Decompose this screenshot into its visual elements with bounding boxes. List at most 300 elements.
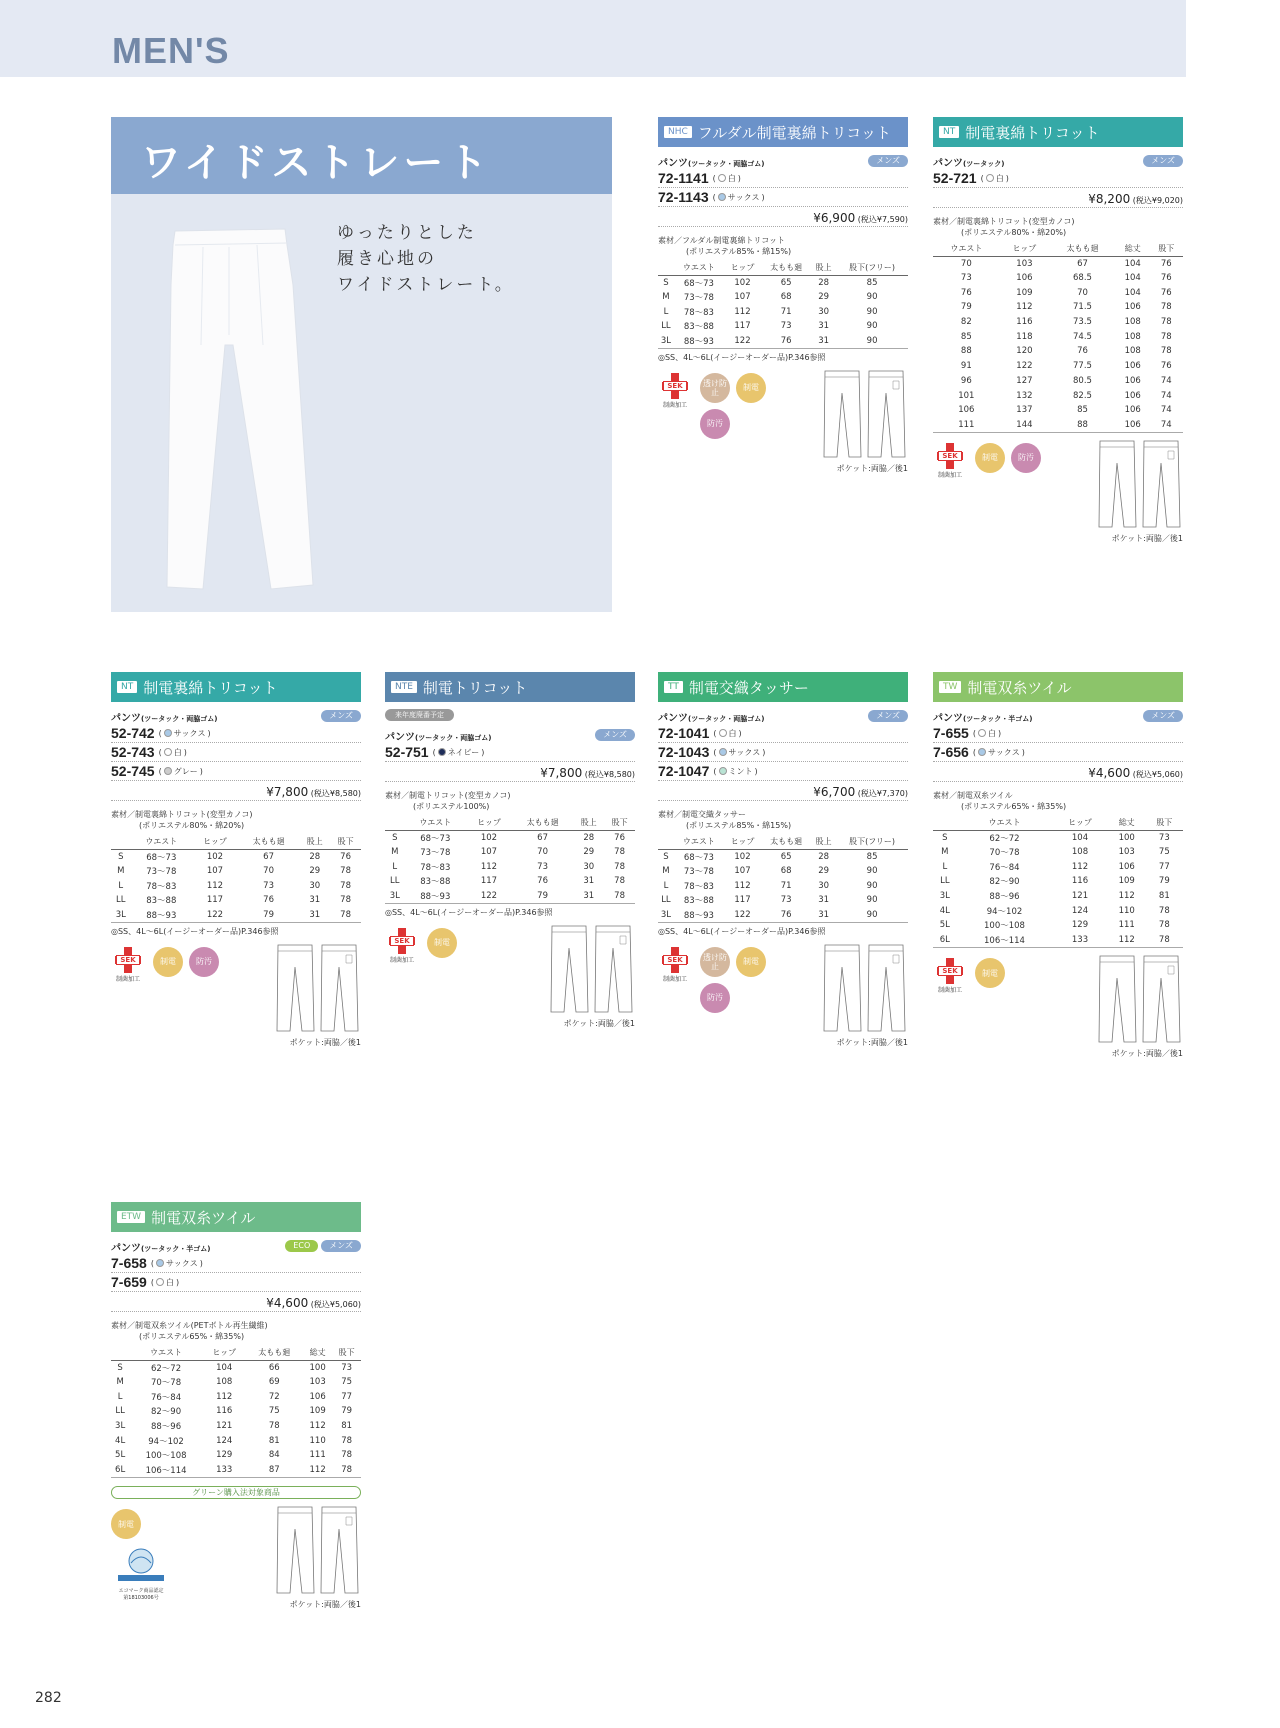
product-row (933, 708, 1183, 724)
color-label: ( 白 ) (972, 728, 1002, 738)
table-cell: 73 (537, 861, 548, 872)
card-header (658, 117, 908, 147)
table-cell: LL (390, 876, 400, 887)
card-header (933, 117, 1183, 147)
pants-drawing (1097, 439, 1183, 533)
table-cell: 121 (216, 1421, 233, 1432)
table-cell: 75 (1158, 847, 1170, 858)
table-cell: 79 (512, 889, 574, 904)
color-label: ( サックス ) (713, 747, 766, 757)
table-cell: 78 (604, 889, 635, 904)
price-value: ¥4,600 (1088, 766, 1131, 780)
table-cell: 83〜88 (146, 896, 177, 907)
table-cell: 73 (1158, 832, 1170, 843)
table-cell: 91 (960, 361, 972, 372)
antistatic-icon: 制電 (111, 1509, 141, 1539)
pants-line-drawing (822, 943, 908, 1033)
product-code-row (658, 762, 908, 781)
table-cell: 117 (480, 876, 498, 887)
table-cell: 133 (203, 1463, 246, 1478)
pants-drawing (275, 943, 361, 1037)
product-name: パンツ(ツータック・両脇ゴム) (111, 712, 218, 724)
tag-group (868, 155, 908, 167)
pants-line-drawing (1097, 954, 1183, 1044)
table-cell: L (663, 306, 669, 317)
table-row (933, 285, 1183, 300)
table-row (933, 256, 1183, 271)
table-cell: 71 (780, 880, 792, 891)
table-cell: 137 (1016, 405, 1033, 416)
size-header: ウエスト (933, 242, 1000, 256)
size-header: 股上 (299, 835, 330, 849)
color-label: ( 白 ) (980, 173, 1009, 183)
table-cell: 106 (1124, 390, 1141, 401)
series-code: NTE (391, 681, 417, 693)
product-card (933, 117, 1183, 549)
color-swatch (986, 174, 994, 182)
table-cell: 103 (1016, 258, 1033, 269)
size-header (658, 835, 674, 849)
product-name: パンツ(ツータック・両脇ゴム) (385, 731, 492, 743)
table-cell: 74 (1160, 405, 1172, 416)
product-card (111, 1202, 361, 1615)
product-name: パンツ(ツータック・両脇ゴム) (658, 712, 765, 724)
table-cell: 79 (238, 908, 300, 923)
price-tax: (税込¥7,370) (855, 789, 908, 798)
size-table (933, 816, 1183, 948)
table-cell: LL (661, 895, 671, 906)
table-cell: 108 (216, 1377, 233, 1388)
table-cell: 102 (480, 832, 498, 843)
size-header: ヒップ (1000, 242, 1050, 256)
table-cell: 77 (341, 1391, 353, 1402)
sek-icon: SEK 制菌加工 (933, 443, 967, 479)
size-header: ヒップ (466, 816, 512, 830)
hero-copy-line: 履き心地の (337, 249, 437, 269)
table-row (658, 849, 908, 864)
table-cell: L (118, 880, 124, 891)
sek-icon: SEK 制菌加工 (658, 947, 692, 983)
ecomark-caption: エコマーク商品認定 (118, 1588, 164, 1594)
table-cell: 90 (866, 895, 878, 906)
size-header: ウエスト (129, 1346, 203, 1360)
product-code-row (111, 762, 361, 781)
table-cell: 77 (1158, 861, 1170, 872)
table-cell: 122 (466, 889, 512, 904)
product-subtitle: (ツータック・両脇ゴム) (141, 714, 218, 723)
table-cell: 67 (537, 832, 548, 843)
table-cell: 65 (780, 277, 792, 288)
table-cell: 73 (780, 321, 792, 332)
table-cell: 88〜96 (989, 892, 1020, 903)
table-cell: 3L (939, 891, 950, 902)
table-cell: 78 (1158, 905, 1170, 916)
table-cell: 68〜73 (420, 833, 451, 844)
table-cell: 78 (614, 861, 625, 872)
table-cell: 106 (309, 1391, 326, 1402)
price-value: ¥7,800 (540, 766, 583, 780)
product-card (111, 672, 361, 1053)
tag-group (1143, 155, 1183, 167)
table-cell: 90 (866, 292, 878, 303)
table-cell: 6L (933, 933, 957, 948)
pants-line-drawing (1097, 439, 1183, 529)
table-cell: 76 (340, 851, 351, 862)
size-header: 股下 (604, 816, 635, 830)
sek-icon: SEK 制菌加工 (933, 958, 967, 994)
table-cell: 78〜83 (146, 881, 177, 892)
table-cell: 88〜93 (674, 908, 724, 923)
product-code-row (385, 743, 635, 762)
price (658, 785, 908, 801)
table-cell: 85 (960, 331, 972, 342)
table-cell: 76 (1160, 273, 1172, 284)
table-cell: 4L (939, 905, 950, 916)
material-composition: (ポリエステル85%・綿15%) (686, 247, 792, 256)
table-cell: L (117, 1391, 123, 1402)
table-cell: M (941, 847, 949, 858)
sek-icon: SEK 制菌加工 (385, 928, 419, 964)
mens-tag: メンズ (1143, 710, 1183, 722)
mens-tag: メンズ (868, 155, 908, 167)
color-swatch (978, 729, 986, 737)
color-name: サックス (987, 747, 1020, 757)
table-cell: 76 (1160, 258, 1172, 269)
table-cell: 68〜73 (683, 278, 714, 289)
table-cell: 70 (537, 847, 548, 858)
mens-tag: メンズ (595, 729, 635, 741)
size-header: ヒップ (1052, 816, 1107, 830)
product-number: 52-745 (111, 763, 155, 779)
mens-tag: メンズ (868, 710, 908, 722)
table-cell: 30 (309, 880, 321, 891)
table-cell: 94〜102 (148, 1436, 184, 1447)
table-cell: 31 (299, 908, 330, 923)
table-cell: L (942, 861, 948, 872)
size-header (933, 816, 957, 830)
color-label: ( グレー ) (158, 766, 203, 776)
table-cell: 102 (206, 851, 224, 862)
table-cell: 104 (1124, 258, 1141, 269)
table-cell: 62〜72 (989, 833, 1020, 844)
size-table (385, 816, 635, 904)
table-cell: 102 (734, 277, 751, 288)
size-table (658, 835, 908, 923)
series-code: NHC (664, 126, 692, 138)
sek-caption: 制菌加工 (662, 975, 687, 983)
table-cell: 74 (1160, 375, 1172, 386)
size-header: 太もも廻 (238, 835, 300, 849)
product-card (933, 672, 1183, 1064)
table-cell: 78 (1160, 331, 1172, 342)
pants-drawing (822, 369, 908, 463)
color-swatch (978, 748, 986, 756)
table-cell: 78〜83 (683, 307, 714, 318)
table-cell: 103 (1118, 847, 1135, 858)
product-number: 52-743 (111, 744, 155, 760)
table-cell: 78 (1160, 302, 1172, 313)
antistatic-icon: 制電 (975, 958, 1005, 988)
hero-title: ワイドストレート (111, 117, 612, 194)
table-cell: 118 (1016, 331, 1033, 342)
size-header: 股上 (811, 835, 836, 849)
card-header (385, 672, 635, 702)
size-header: 太もも廻 (246, 1346, 304, 1360)
pocket-info: ポケット:両脇／後1 (836, 463, 908, 473)
table-cell: 83〜88 (420, 877, 451, 888)
table-cell: 122 (724, 334, 761, 349)
product-subtitle: (ツータック・両脇ゴム) (688, 714, 765, 723)
product-number: 52-742 (111, 725, 155, 741)
table-cell: S (942, 832, 948, 843)
size-header: ヒップ (724, 261, 761, 275)
color-swatch (164, 767, 172, 775)
product-name: パンツ(ツータック・半ゴム) (933, 712, 1033, 724)
antistatic-icon: 制電 (975, 443, 1005, 473)
table-cell: 28 (818, 851, 830, 862)
color-name: ネイビー (447, 747, 480, 757)
table-cell: 82〜90 (150, 1407, 182, 1418)
table-cell: 88〜93 (405, 889, 467, 904)
table-cell: 88 (960, 346, 972, 357)
table-cell: 78 (340, 880, 351, 891)
table-cell: 66 (268, 1362, 280, 1373)
size-note: ◎SS、4L〜6L(イージーオーダー品)P.346参照 (658, 352, 826, 362)
table-cell: LL (115, 1406, 125, 1417)
table-cell: 107 (206, 866, 224, 877)
hero-copy (337, 220, 515, 298)
table-row (111, 849, 361, 864)
table-cell: 96 (960, 375, 972, 386)
table-cell: 100〜108 (145, 1451, 187, 1462)
series-code: NT (939, 126, 959, 138)
table-row (658, 304, 908, 319)
product-number: 52-751 (385, 744, 429, 760)
size-header: 股下 (330, 835, 361, 849)
product-number: 72-1043 (658, 744, 710, 760)
size-header: 股上 (811, 261, 836, 275)
pants-drawing (275, 1505, 361, 1599)
table-cell: 111 (309, 1450, 326, 1461)
table-cell: 124 (216, 1435, 233, 1446)
table-cell: 79 (341, 1406, 353, 1417)
card-header (111, 672, 361, 702)
feature-area (111, 943, 361, 1053)
color-swatch (718, 193, 726, 201)
size-header: 太もも廻 (761, 261, 811, 275)
table-cell: 83〜88 (683, 322, 714, 333)
table-cell: 108 (1124, 346, 1141, 357)
series-title: 制電双糸ツイル (151, 1208, 256, 1227)
pants-line-drawing (549, 924, 635, 1014)
product-row (111, 1238, 361, 1254)
series-title: 制電裏綿トリコット (143, 678, 278, 697)
table-cell: 111 (933, 418, 1000, 433)
table-cell: 122 (724, 908, 761, 923)
table-row (111, 878, 361, 893)
section-header (0, 0, 1186, 77)
table-cell: 78 (1160, 317, 1172, 328)
card-header (658, 672, 908, 702)
product-number: 52-721 (933, 170, 977, 186)
table-cell: 70 (263, 866, 274, 877)
table-cell: 100 (309, 1362, 326, 1373)
table-row (658, 290, 908, 305)
mens-tag: メンズ (321, 710, 361, 722)
product-number: 7-658 (111, 1255, 147, 1271)
size-header: ウエスト (674, 835, 724, 849)
table-row (111, 1404, 361, 1419)
table-cell: 85 (1077, 405, 1088, 416)
size-table (111, 835, 361, 923)
table-cell: 108 (1124, 317, 1141, 328)
product-subtitle: (ツータック・両脇ゴム) (415, 733, 492, 742)
price-tax: (税込¥8,580) (582, 770, 635, 779)
tag-group (595, 729, 635, 741)
table-cell: 73 (780, 895, 792, 906)
table-cell: 107 (480, 847, 498, 858)
stain-resistant-icon: 防汚 (700, 983, 730, 1013)
price-tax: (税込¥5,060) (1130, 770, 1183, 779)
table-cell: 31 (811, 334, 836, 349)
table-row (385, 874, 635, 889)
antistatic-icon: 制電 (427, 928, 457, 958)
table-cell: 84 (268, 1450, 280, 1461)
sek-caption: 制菌加工 (937, 987, 962, 994)
table-cell: 75 (341, 1377, 353, 1388)
table-row (385, 889, 635, 904)
table-row (658, 334, 908, 349)
table-cell: LL (940, 876, 950, 887)
table-cell: 31 (309, 895, 321, 906)
table-cell: 78 (1160, 346, 1172, 357)
tag-group (1143, 710, 1183, 722)
product-row (658, 708, 908, 724)
table-cell: M (391, 847, 399, 858)
table-cell: 78 (341, 1435, 353, 1446)
table-row (385, 845, 635, 860)
price-value: ¥7,800 (266, 785, 309, 799)
table-cell: 132 (1016, 390, 1033, 401)
table-cell: 69 (268, 1377, 280, 1388)
table-cell: L (663, 880, 669, 891)
series-code: TT (664, 681, 683, 693)
table-cell: 78 (330, 908, 361, 923)
size-header: 股下 (332, 1346, 361, 1360)
color-label: ( 白 ) (713, 728, 742, 738)
pants-drawing (549, 924, 635, 1018)
material-line: 素材／制電交織タッサー (658, 810, 746, 819)
table-cell: 78 (341, 1450, 353, 1461)
hero-pants-image (163, 225, 323, 595)
table-cell: 73〜78 (420, 848, 451, 859)
size-note: ◎SS、4L〜6L(イージーオーダー品)P.346参照 (111, 926, 279, 936)
size-note: ◎SS、4L〜6L(イージーオーダー品)P.346参照 (385, 907, 553, 917)
series-title: 制電トリコット (422, 678, 528, 697)
table-cell: 81 (268, 1435, 280, 1446)
table-row (933, 918, 1183, 933)
product-code-row (933, 743, 1183, 762)
size-header: 太もも廻 (512, 816, 574, 830)
table-cell: 87 (246, 1463, 304, 1478)
table-cell: 78 (614, 847, 625, 858)
table-cell: 5L (939, 920, 950, 931)
product-number: 72-1141 (658, 170, 709, 186)
table-row (658, 878, 908, 893)
table-cell: 71.5 (1073, 302, 1092, 313)
color-swatch (719, 767, 727, 775)
table-cell: 79 (1158, 876, 1170, 887)
table-cell: 78 (340, 895, 351, 906)
pocket-info: ポケット:両脇／後1 (563, 1018, 635, 1028)
table-cell: 76 (263, 895, 274, 906)
material-line: 素材／フルダル制電裏綿トリコット (658, 236, 786, 245)
material-composition: (ポリエステル65%・綿35%) (139, 1332, 245, 1341)
table-cell: 70 (1077, 287, 1088, 298)
feature-area (658, 943, 908, 1053)
table-cell: 85 (866, 277, 878, 288)
table-cell: 100 (1118, 832, 1135, 843)
tag-group (321, 710, 361, 722)
feature-area (933, 439, 1183, 549)
sek-caption: 制菌加工 (937, 471, 962, 479)
table-cell: 116 (216, 1406, 233, 1417)
table-cell: 81 (341, 1421, 353, 1432)
table-cell: 4L (115, 1435, 126, 1446)
table-cell: 121 (1071, 891, 1089, 902)
color-label: ( 白 ) (150, 1277, 180, 1287)
table-cell: 106 (1124, 361, 1141, 372)
color-name: サックス (727, 192, 760, 202)
series-code: TW (939, 681, 961, 693)
price-tax: (税込¥8,580) (308, 789, 361, 798)
section-title: MEN'S (112, 30, 230, 71)
pocket-info: ポケット:両脇／後1 (289, 1600, 361, 1609)
product-number: 72-1143 (658, 189, 709, 205)
table-cell: 68〜73 (683, 852, 714, 863)
size-header (111, 835, 131, 849)
table-cell: 133 (1052, 933, 1107, 948)
table-cell: 82〜90 (989, 877, 1020, 888)
color-swatch (438, 748, 446, 756)
series-title: フルダル制電裏綿トリコット (697, 123, 891, 142)
table-cell: 106 (1118, 861, 1135, 872)
color-name: サックス (728, 747, 761, 757)
table-cell: 67 (1077, 258, 1088, 269)
table-cell: 76 (960, 287, 972, 298)
table-cell: 31 (818, 321, 830, 332)
table-cell: 31 (583, 876, 595, 887)
table-cell: 85 (866, 851, 878, 862)
table-cell: 116 (1071, 876, 1089, 887)
table-cell: 75 (268, 1406, 280, 1417)
table-cell: 112 (1108, 933, 1146, 948)
sek-caption: 制菌加工 (389, 956, 414, 964)
table-row (111, 893, 361, 908)
material (933, 216, 1183, 238)
see-through-icon: 透け防止 (700, 947, 730, 977)
color-name: 白 (995, 173, 1004, 183)
table-cell: 74 (1150, 418, 1183, 433)
table-cell: 74.5 (1073, 331, 1092, 342)
table-cell: 3L (115, 1421, 126, 1432)
table-cell: 77.5 (1073, 361, 1092, 372)
table-cell: 106 (958, 405, 975, 416)
table-cell: 76〜84 (989, 862, 1020, 873)
table-cell: 78 (1146, 933, 1183, 948)
card-header (111, 1202, 361, 1232)
table-cell: 111 (1118, 920, 1135, 931)
